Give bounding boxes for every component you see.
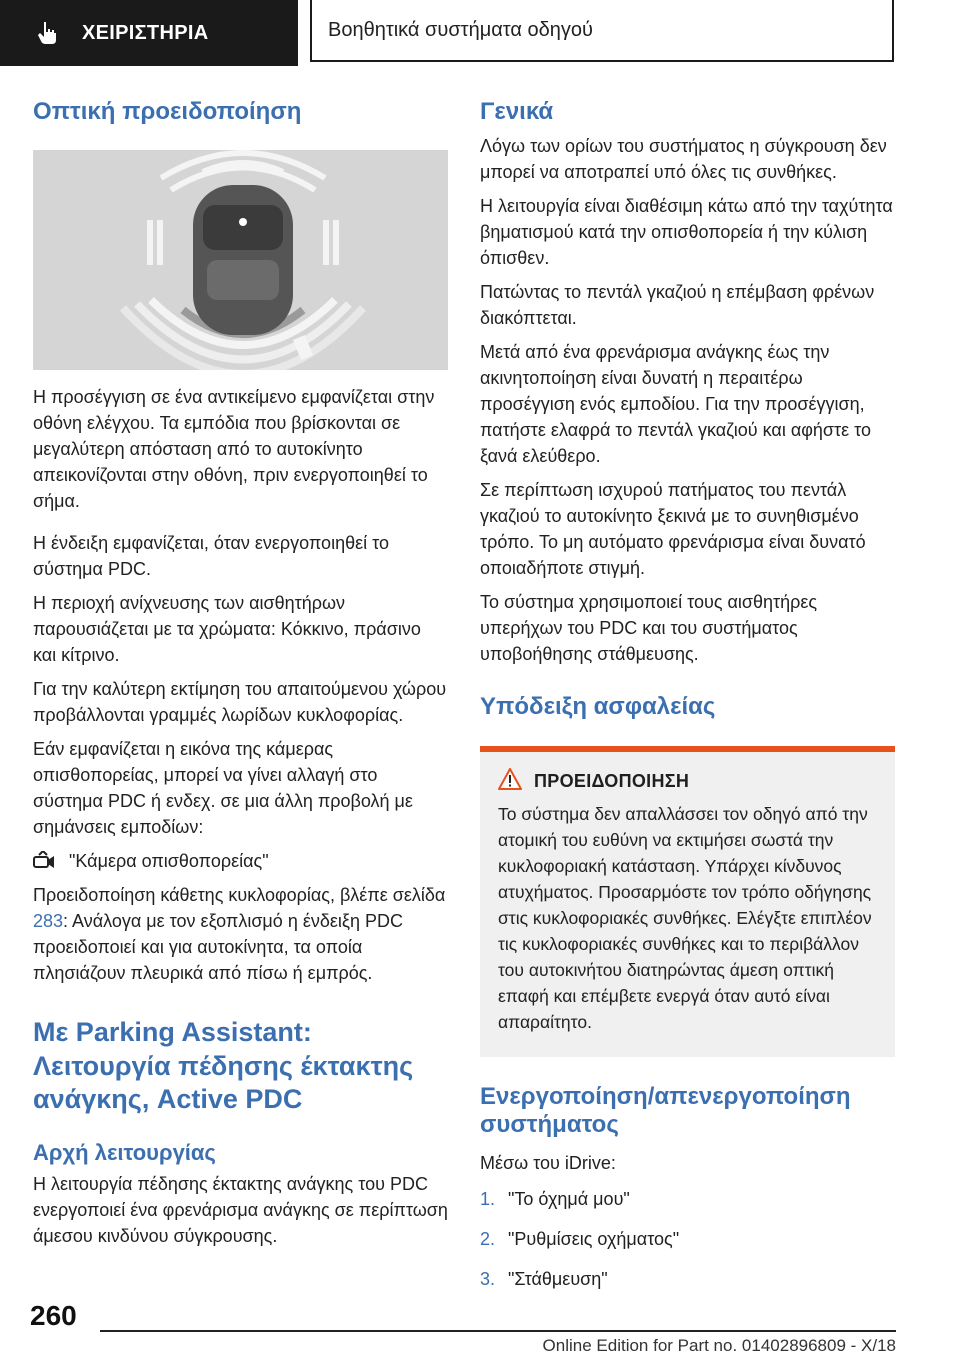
paragraph: Η λειτουργία είναι διαθέσιμη κάτω από την ταχύτητα βηματισμού κατά την οπισθοπορεία ή την κύλιση όπισθεν. xyxy=(480,195,893,268)
paragraph xyxy=(33,882,448,986)
section-title: ΧΕΙΡΙΣΤΗΡΙΑ xyxy=(82,21,209,44)
paragraph: Μετά από ένα φρενάρισμα ανάγκης έως την ακινητοποίηση είναι δυνατή η περαιτέρω προσέγγιση ενός εμποδίου. Για την προσέγγιση, πατήστε ελαφρά το πεντάλ γκαζιού και αφήστε το ξανά ελεύθερο. xyxy=(480,341,872,466)
footer-divider xyxy=(100,1330,896,1332)
list-item xyxy=(480,1186,895,1212)
paragraph: Η περιοχή ανίχνευσης των αισθητήρων παρουσιάζεται με τα χρώματα: Κόκκινο, πράσινο και κίτρινο. xyxy=(33,592,421,665)
parking-sensor-image xyxy=(33,150,448,370)
rear-camera-icon xyxy=(33,851,57,871)
list-item xyxy=(480,1266,895,1292)
text: Προειδοποίηση κάθετης κυκλοφορίας, βλέπε σελίδα xyxy=(33,884,446,905)
pdc-illustration xyxy=(33,150,448,370)
paragraph: Η λειτουργία πέδησης έκτακτης ανάγκης του PDC ενεργοποιεί ένα φρενάρισμα ανάγκης σε περίπτωση άμεσου κινδύνου σύγκρουσης. xyxy=(33,1173,448,1246)
active-pdc-heading: Με Parking Assistant: Λειτουργία πέδησης έκτακτης ανάγκης, Active PDC xyxy=(33,1016,414,1115)
warning-label: ΠΡΟΕΙΔΟΠΟΙΗΣΗ xyxy=(534,770,690,791)
right-column xyxy=(480,98,895,1306)
step-text: "Ρυθμίσεις οχήματος" xyxy=(508,1229,680,1250)
principle-heading: Αρχή λειτουργίας xyxy=(33,1140,216,1166)
idrive-intro: Μέσω του iDrive: xyxy=(480,1153,616,1174)
step-number: 1. xyxy=(480,1189,496,1210)
paragraph: Η προσέγγιση σε ένα αντικείμενο εμφανίζεται στην οθόνη ελέγχου. Τα εμπόδια που βρίσκονται σε μεγαλύτερη απόσταση από το αυτοκίνητο απεικονίζονται στην οθόνη, πριν ενεργοποιηθεί το σήμα. xyxy=(33,386,435,511)
page-link[interactable]: 283 xyxy=(33,910,64,931)
chapter-title: Βοηθητικά συστήματα οδηγού xyxy=(328,18,593,41)
steps-list xyxy=(480,1186,895,1292)
paragraph: Εάν εμφανίζεται η εικόνα της κάμερας οπισθοπορείας, μπορεί να γίνει αλλαγή στο σύστημα PDC ή ενδεχ. σε μια άλλη προβολή με σημάνσεις εμποδίων: xyxy=(33,738,413,837)
header-section-tab xyxy=(0,0,298,66)
activation-heading: Ενεργοποίηση/απενεργοποίηση συστήματος xyxy=(480,1082,851,1139)
step-text: "Το όχημά μου" xyxy=(508,1189,630,1210)
hand-pointer-icon xyxy=(34,19,62,47)
header-chapter-tab xyxy=(310,0,894,62)
paragraph: Το σύστημα χρησιμοποιεί τους αισθητήρες υπερήχων του PDC και του συστήματος υποβοήθησης στάθμευσης. xyxy=(480,591,818,664)
paragraph: Λόγω των ορίων του συστήματος η σύγκρουση δεν μπορεί να αποτραπεί υπό όλες τις συνθήκες. xyxy=(480,135,887,182)
warning-header xyxy=(498,768,877,795)
paragraph: Πατώντας το πεντάλ γκαζιού η επέμβαση φρένων διακόπτεται. xyxy=(480,281,875,328)
edition-text: Online Edition for Part no. 01402896809 - X/18 xyxy=(542,1336,896,1355)
left-column xyxy=(33,98,448,1249)
text: : Ανάλογα με τον εξοπλισμό η ένδειξη PDC προειδοποιεί και για αυτοκίνητα, τα οποία πλησιάζουν πλευρικά από πίσω ή εμπρός. xyxy=(33,910,403,983)
step-text: "Στάθμευση" xyxy=(508,1269,608,1290)
general-heading: Γενικά xyxy=(480,98,554,125)
paragraph: Η ένδειξη εμφανίζεται, όταν ενεργοποιηθεί το σύστημα PDC. xyxy=(33,532,389,579)
visual-warning-heading: Οπτική προειδοποίηση xyxy=(33,98,302,125)
step-number: 2. xyxy=(480,1229,496,1250)
paragraph: Σε περίπτωση ισχυρού πατήματος του πεντάλ γκαζιού το αυτοκίνητο ξεκινά με το συνηθισμένο τρόπο. Το μη αυτόματο φρενάρισμα είναι δυνατό οποιαδήποτε στιγμή. xyxy=(480,479,866,578)
camera-menu-line xyxy=(33,848,448,874)
list-item xyxy=(480,1226,895,1252)
paragraph: Για την καλύτερη εκτίμηση του απαιτούμενου χώρου προβάλλονται γραμμές λωρίδων κυκλοφορίας. xyxy=(33,678,447,725)
warning-box xyxy=(480,746,895,1057)
step-number: 3. xyxy=(480,1269,496,1290)
warning-triangle-icon xyxy=(498,768,522,795)
camera-menu-label: "Κάμερα οπισθοπορείας" xyxy=(69,850,269,871)
safety-note-heading: Υπόδειξη ασφαλείας xyxy=(480,692,716,720)
warning-text: Το σύστημα δεν απαλλάσσει τον οδηγό από την ατομική του ευθύνη να εκτιμήσει σωστά την κυκλοφοριακή κατάσταση. Υπάρχει κίνδυνος ατυχήματος. Προσαρμόστε τον τρόπο οδήγησης στις κυκλοφοριακές συνθήκες. Ελέγξτε επιπλέον τις κυκλοφοριακές συνθήκες και το περιβάλλον του αυτοκινήτου διατηρώντας άμεση οπτική επαφή και επέμβετε ενεργά όταν αυτό είναι απαραίτητο. xyxy=(498,803,872,1032)
page-number: 260 xyxy=(30,1300,77,1331)
